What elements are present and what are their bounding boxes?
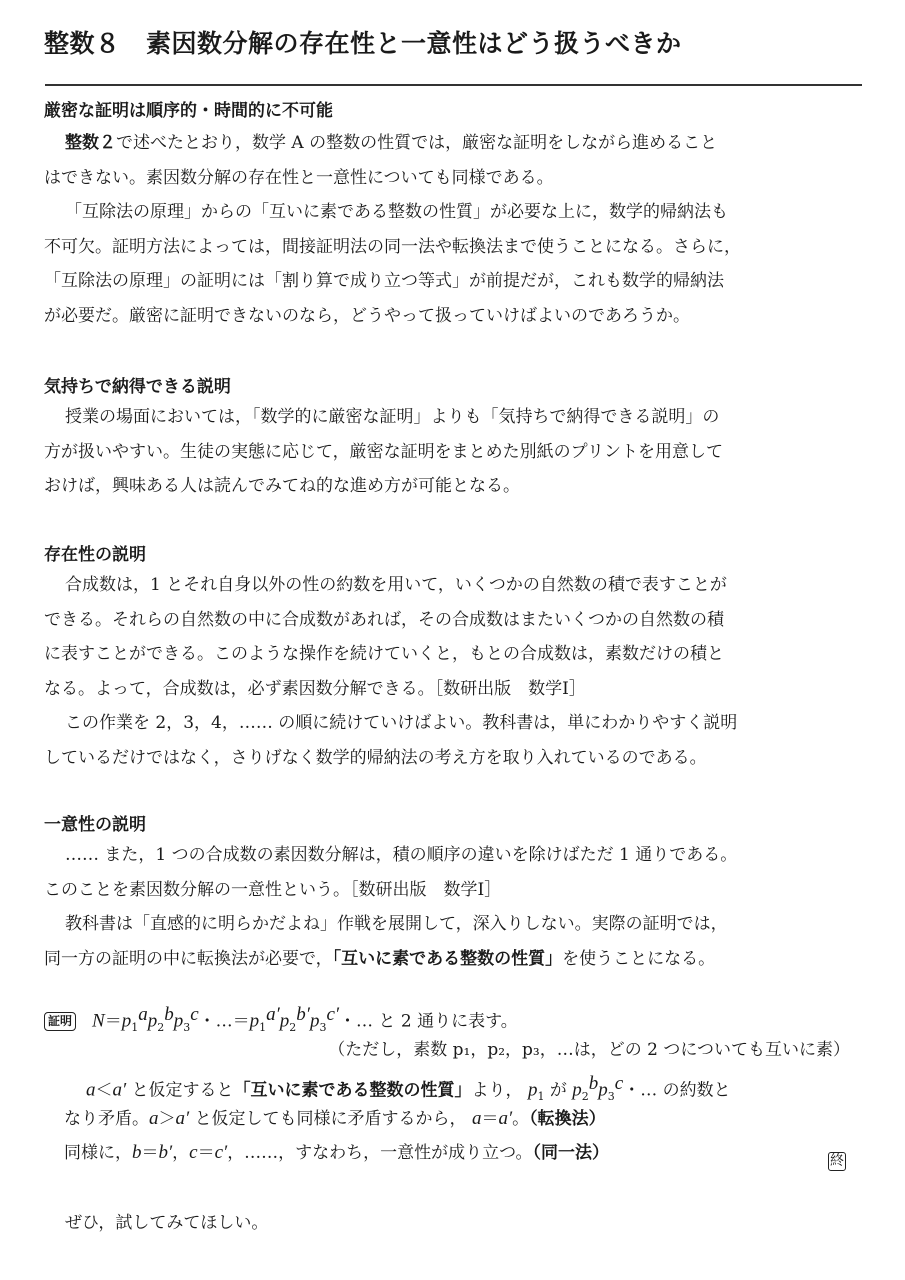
- section-heading-intuitive-explanation: 気持ちで納得できる説明: [44, 377, 231, 397]
- title-divider: [45, 84, 862, 86]
- section-body-existence: [44, 568, 862, 775]
- proof-line-3: a＜a′ と仮定すると「互いに素である整数の性質」より， $p_1$ が $p_2^bp_3^c$・… の約数と: [86, 1073, 731, 1104]
- paragraph-line: 整数２で述べたとおり，数学 A の整数の性質では，厳密な証明をしながら進めること: [65, 133, 718, 153]
- bold-emphasis: 「互いに素である整数の性質」: [332, 948, 563, 969]
- closing-remark: ぜひ，試してみてほしい。: [65, 1213, 269, 1233]
- paragraph-line: このことを素因数分解の一意性という。［数研出版 数学Ⅰ］: [44, 879, 502, 900]
- page-title: 整数８ 素因数分解の存在性と一意性はどう扱うべきか: [44, 29, 682, 58]
- paragraph-line: おけば，興味ある人は読んでみてね的な進め方が可能となる。: [44, 476, 520, 496]
- proof-line-2: （ただし，素数 p₁，p₂，p₃，…は，どの 2 つについても互いに素）: [328, 1039, 850, 1060]
- paragraph-line: 不可欠。証明方法によっては，間接証明法の同一法や転換法まで使うことになる。さらに，: [44, 236, 741, 257]
- proof-block: [44, 998, 862, 1171]
- bold-reference: 整数２: [65, 133, 116, 153]
- paragraph-line: はできない。素因数分解の存在性と一意性についても同様である。: [44, 167, 554, 188]
- method-label-identity: （同一法）: [532, 1143, 610, 1163]
- end-of-proof-mark: 終: [830, 1153, 844, 1169]
- proof-line-4: なり矛盾。a＞a′ と仮定しても同様に矛盾するから， a＝a′。（転換法）: [64, 1107, 606, 1129]
- paragraph-line: 「互除法の原理」からの「互いに素である整数の性質」が必要な上に，数学的帰納法も: [65, 202, 728, 222]
- paragraph-line: なる。よって，合成数は，必ず素因数分解できる。［数研出版 数学Ⅰ］: [44, 678, 586, 699]
- paragraph-line: この作業を 2，3，4，…… の順に続けていけばよい。教科書は，単にわかりやすく説明: [65, 713, 738, 733]
- section-heading-rigorous-proof: 厳密な証明は順序的・時間的に不可能: [44, 101, 333, 121]
- paragraph-line: しているだけではなく，さりげなく数学的帰納法の考え方を取り入れているのである。: [44, 747, 707, 768]
- proof-line-5: 同様に，b＝b′，c＝c′，……，すなわち，一意性が成り立つ。（同一法）: [64, 1142, 610, 1163]
- paragraph-line: 「互除法の原理」の証明には「割り算で成り立つ等式」が前提だが，これも数学的帰納法: [44, 271, 724, 291]
- section-heading-uniqueness: 一意性の説明: [44, 815, 146, 835]
- section-body-intuitive-explanation: [44, 400, 862, 504]
- bold-emphasis: 「互いに素である整数の性質」: [233, 1080, 472, 1101]
- paragraph-line: に表すことができる。このような操作を続けていくと，もとの合成数は，素数だけの積と: [44, 644, 724, 664]
- paragraph-line: 方が扱いやすい。生徒の実態に応じて，厳密な証明をまとめた別紙のプリントを用意して: [44, 441, 723, 462]
- section-body-rigorous-proof: [44, 126, 862, 333]
- paragraph-line: 同一方の証明の中に転換法が必要で，「互いに素である整数の性質」を使うことになる。: [44, 948, 716, 969]
- paragraph-line: できる。それらの自然数の中に合成数があれば，その合成数はまたいくつかの自然数の積: [44, 609, 724, 630]
- section-body-uniqueness: [44, 838, 862, 976]
- paragraph-line: 授業の場面においては，「数学的に厳密な証明」よりも「気持ちで納得できる説明」の: [65, 407, 720, 427]
- proof-line-1: 証明 $N=p_1^ap_2^bp_3^c$・$\dots=p_1^{a'}p_2^{b'}p_3^{c'}$・… と 2 通りに表す。: [44, 998, 862, 1033]
- paragraph-line: 教科書は「直感的に明らかだよね」作戦を展開して，深入りしない。実際の証明では，: [65, 914, 728, 934]
- paragraph-line: が必要だ。厳密に証明できないのなら，どうやって扱っていけばよいのであろうか。: [44, 305, 690, 326]
- formula-two-factorizations: N: [92, 1010, 105, 1032]
- proof-badge: 証明: [44, 1012, 76, 1031]
- method-label-contraposition: （転換法）: [529, 1108, 606, 1129]
- paragraph-line: …… また，1 つの合成数の素因数分解は，積の順序の違いを除けばただ 1 通りである。: [65, 845, 738, 865]
- paragraph-line: 合成数は，1 とそれ自身以外の性の約数を用いて，いくつかの自然数の積で表すことが: [65, 575, 727, 595]
- section-heading-existence: 存在性の説明: [44, 545, 146, 565]
